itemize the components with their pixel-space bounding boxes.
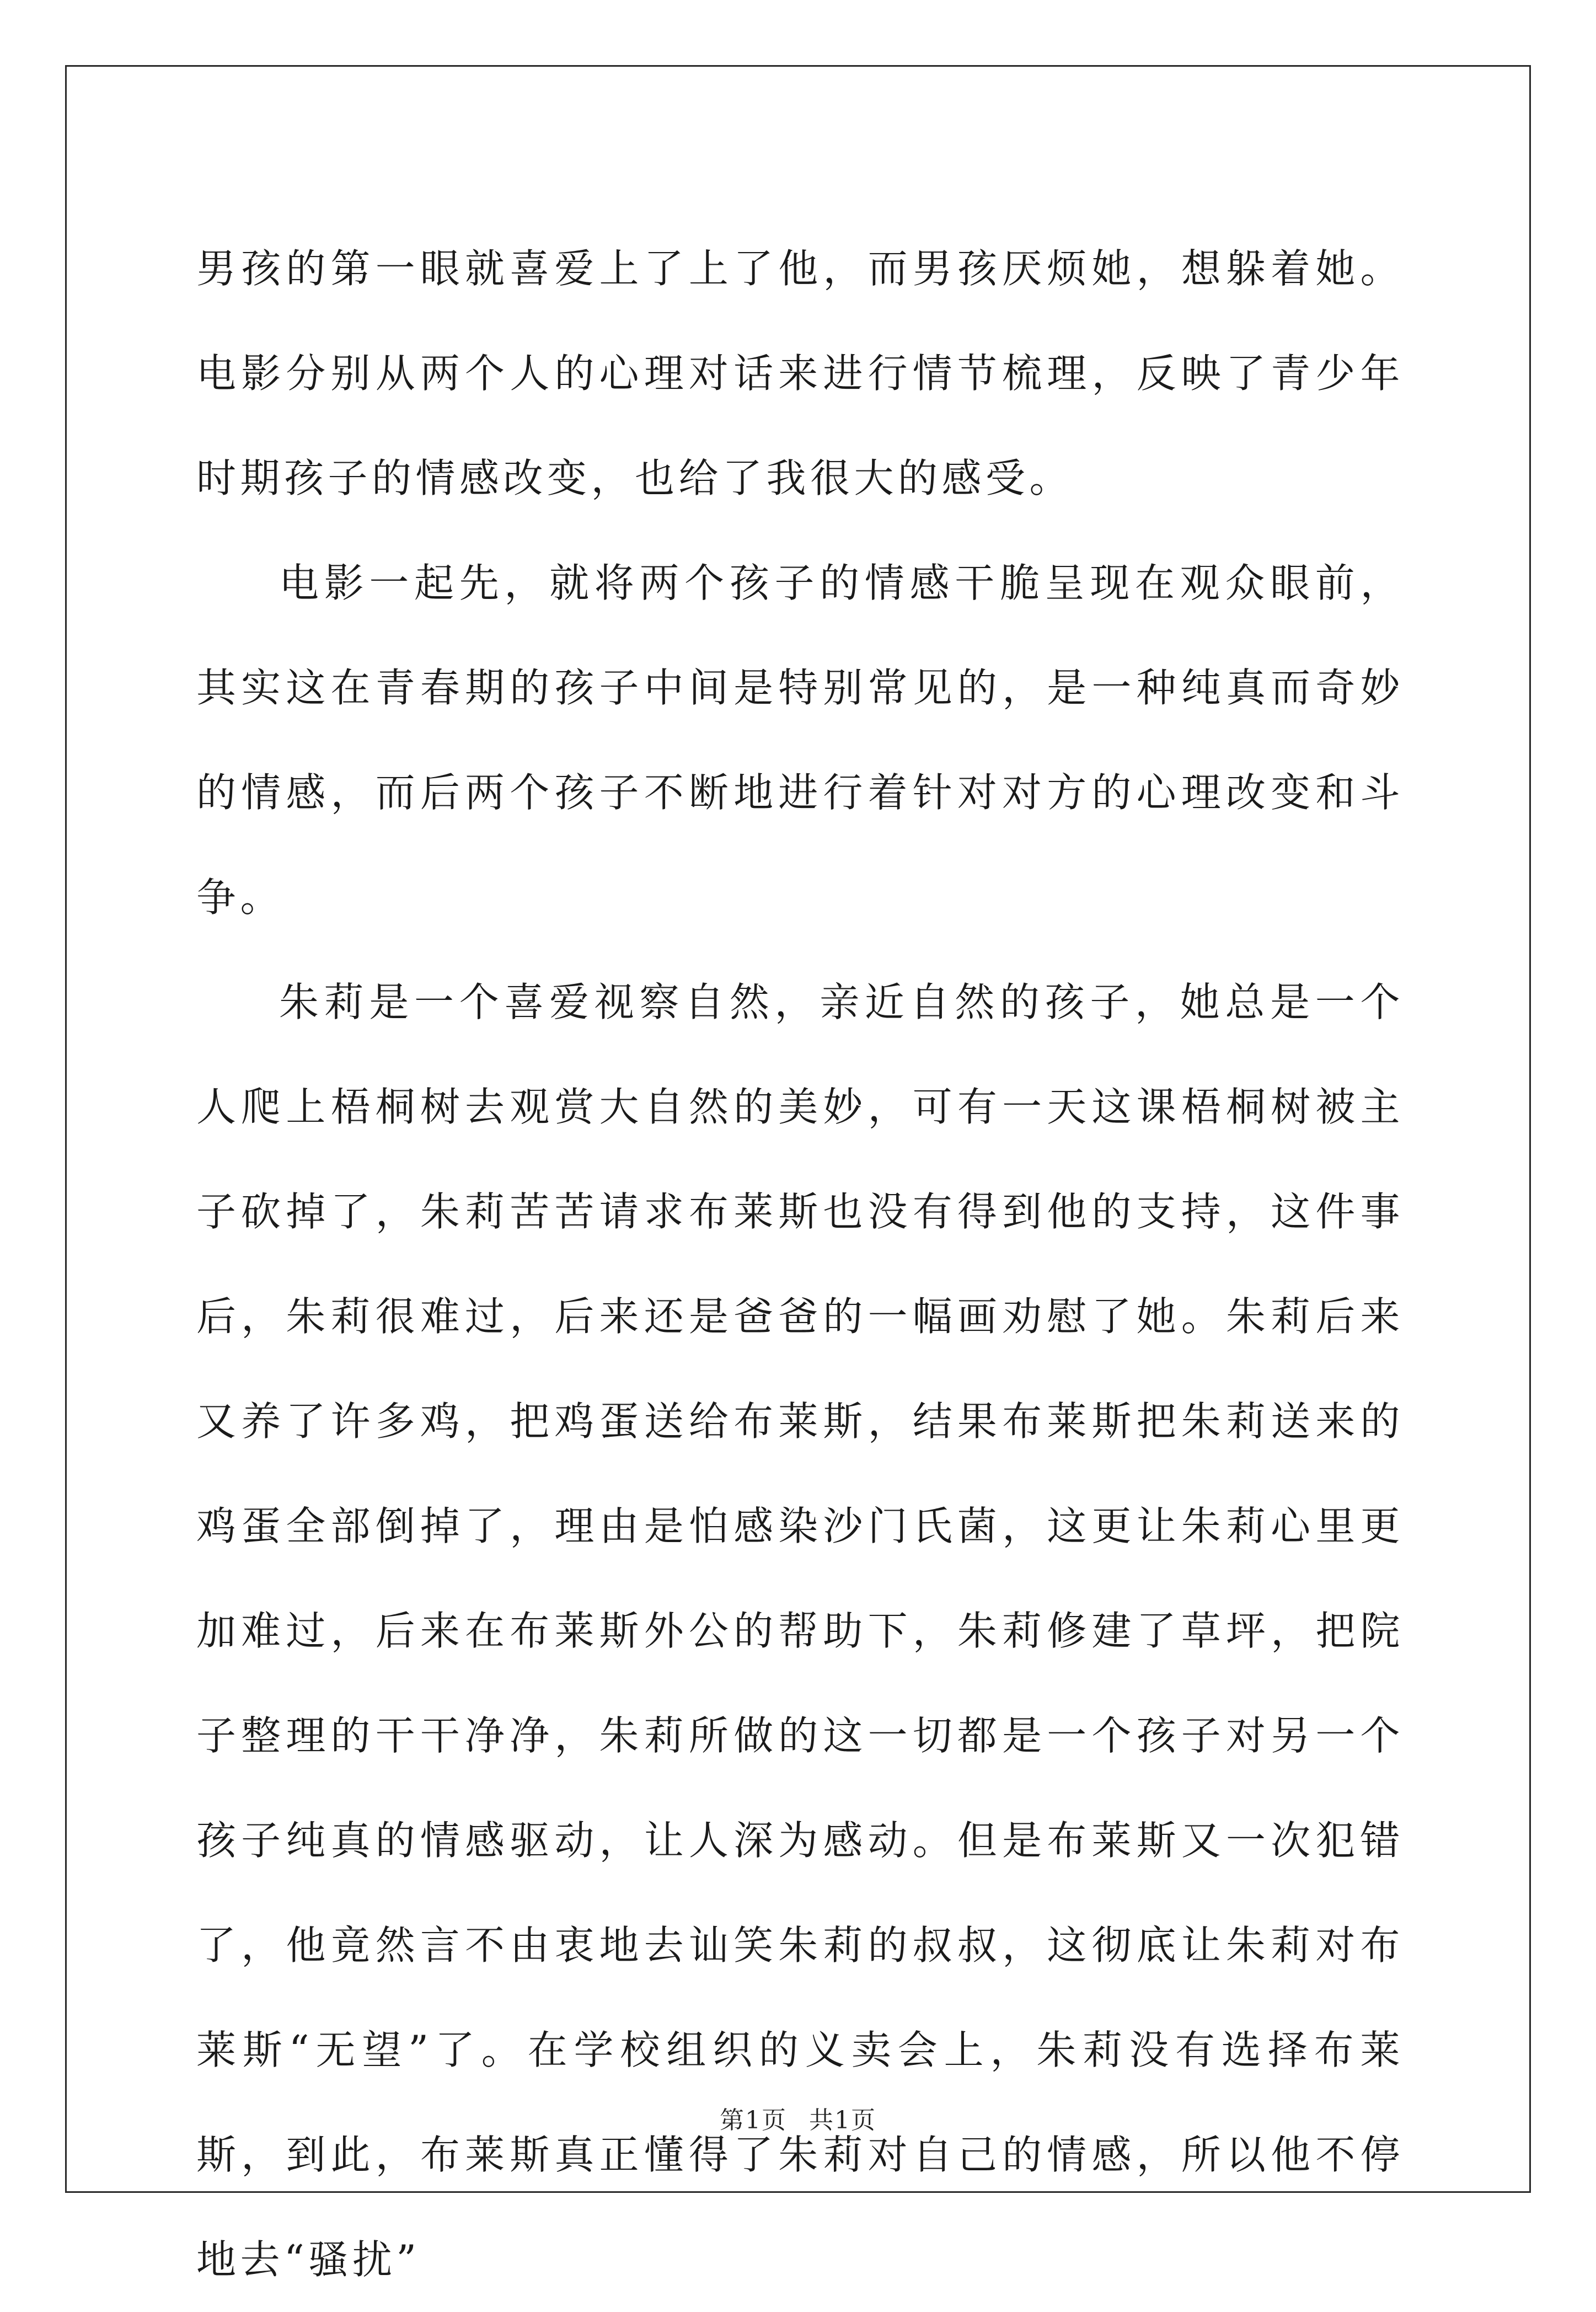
paragraph-3: 朱莉是一个喜爱视察自然，亲近自然的孩子，她总是一个人爬上梧桐树去观赏大自然的美妙，可有一天这课梧桐树被主子砍掉了，朱莉苦苦请求布莱斯也没有得到他的支持，这件事后，朱莉很难过，后来还是爸爸的一幅画劝慰了她。朱莉后来又养了许多鸡，把鸡蛋送给布莱斯，结果布莱斯把朱莉送来的鸡蛋全部倒掉了，理由是怕感染沙门氏菌，这更让朱莉心里更加难过，后来在布莱斯外公的帮助下，朱莉修建了草坪，把院子整理的干干净净，朱莉所做的这一切都是一个孩子对另一个孩子纯真的情感驱动，让人深为感动。但是布莱斯又一次犯错了，他竟然言不由衷地去讪笑朱莉的叔叔，这彻底让朱莉对布莱斯“无望”了。在学校组织的义卖会上，朱莉没有选择布莱斯，到此，布莱斯真正懂得了朱莉对自己的情感，所以他不停地去“骚扰” xyxy=(196,979,1404,2283)
page-number: 第1页 xyxy=(720,2106,787,2134)
paragraph-2: 电影一起先，就将两个孩子的情感干脆呈现在观众眼前，其实这在青春期的孩子中间是特别常见的，是一种纯真而奇妙的情感，而后两个孩子不断地进行着针对对方的心理改变和斗争。 xyxy=(196,560,1404,920)
page-total: 共1页 xyxy=(809,2106,876,2134)
page-footer xyxy=(0,2100,1596,2136)
document-body xyxy=(196,216,1404,2312)
paragraph-1: 男孩的第一眼就喜爱上了上了他，而男孩厌烦她，想躲着她。电影分别从两个人的心理对话来进行情节梳理，反映了青少年时期孩子的情感改变，也给了我很大的感受。 xyxy=(196,245,1404,501)
